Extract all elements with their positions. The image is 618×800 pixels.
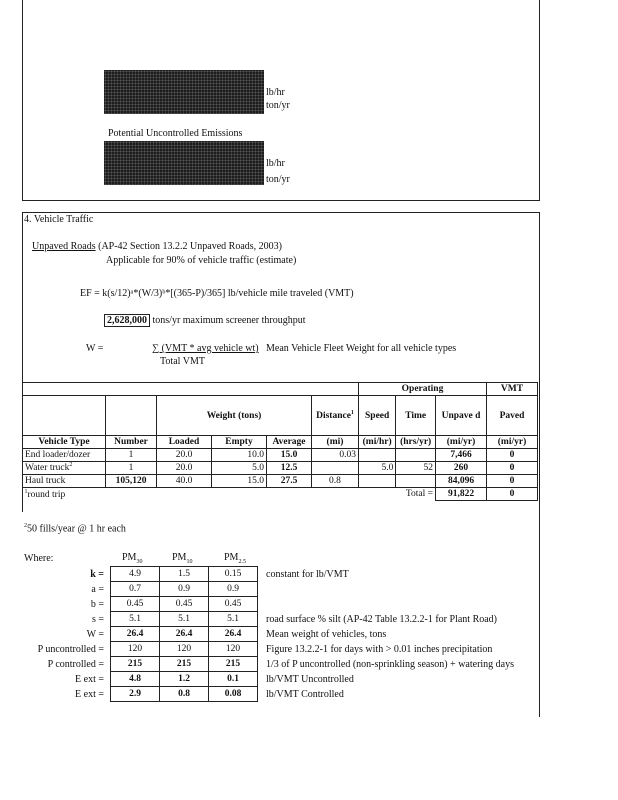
row2-loaded: 40.0 — [157, 475, 212, 488]
row0-average: 15.0 — [267, 449, 312, 462]
label-p-controlled: P controlled = — [47, 659, 104, 670]
unit-tonyr-1: ton/yr — [266, 100, 290, 111]
a-pm25: 0.9 — [209, 582, 258, 597]
unit-tonyr-2: ton/yr — [266, 174, 290, 185]
note2-text: 50 fills/year @ 1 hr each — [27, 523, 126, 535]
s-pm30: 5.1 — [111, 612, 160, 627]
applicable-note: Applicable for 90% of vehicle traffic (estimate) — [106, 255, 297, 266]
h-loaded: Loaded — [157, 436, 212, 449]
k-pm10: 1.5 — [160, 567, 209, 582]
k-pm25: 0.15 — [209, 567, 258, 582]
note1: round trip — [27, 489, 66, 500]
total-unpaved: 91,822 — [436, 488, 487, 501]
unit-lbhr-2: lb/hr — [266, 158, 285, 169]
frame-left — [22, 0, 23, 200]
h-blank-1 — [23, 396, 106, 436]
row2-type: Haul truck — [23, 475, 106, 488]
frame-top-2 — [22, 212, 540, 213]
redacted-block-1 — [104, 70, 264, 114]
ef-formula: EF = k(s/12)ᵃ*(W/3)ᵇ*[(365-P)/365] lb/vehicle mile traveled (VMT) — [80, 288, 354, 299]
row1-paved: 0 — [487, 462, 538, 475]
label-e-uncontrolled: E ext = — [75, 674, 104, 685]
where-label: Where: — [24, 553, 54, 564]
pcon-pm25: 215 — [209, 657, 258, 672]
u-paved: (mi/yr) — [487, 436, 538, 449]
punc-pm25: 120 — [209, 642, 258, 657]
table-corner — [23, 383, 359, 396]
frame-bottom-1 — [22, 200, 540, 201]
section-heading: 4. Vehicle Traffic — [24, 214, 94, 225]
h-distance: Distance$^1$ — [312, 396, 359, 436]
table-row — [23, 449, 538, 462]
row1-speed: 5.0 — [358, 462, 395, 475]
label-a: a = — [91, 584, 104, 595]
group-vmt: VMT — [487, 383, 538, 396]
econ-pm25: 0.08 — [209, 687, 258, 702]
desc-p-uncontrolled: Figure 13.2.2-1 for days with > 0.01 inches precipitation — [266, 644, 493, 655]
desc-w: Mean weight of vehicles, tons — [266, 629, 387, 640]
total-paved: 0 — [487, 488, 538, 501]
note1-cell: $^1$round trip — [24, 488, 66, 500]
w-pm30: 26.4 — [111, 627, 160, 642]
w-pm10: 26.4 — [160, 627, 209, 642]
w-pm25: 26.4 — [209, 627, 258, 642]
frame-right-2 — [539, 212, 540, 717]
row1-distance — [312, 462, 359, 475]
row0-number: 1 — [106, 449, 157, 462]
label-s: s = — [91, 614, 104, 625]
table-row — [23, 475, 538, 488]
group-operating: Operating — [358, 383, 486, 396]
unpaved-line — [32, 241, 282, 252]
eunc-pm30: 4.8 — [111, 672, 160, 687]
label-b: b = — [90, 599, 104, 610]
h-vehicle-type: Vehicle Type — [23, 436, 106, 449]
u-distance: (mi) — [312, 436, 359, 449]
row0-paved: 0 — [487, 449, 538, 462]
col-pm30: $PM_{30}$ — [122, 552, 143, 565]
param-row-k — [111, 567, 258, 582]
row1-average: 12.5 — [267, 462, 312, 475]
parameter-table — [110, 566, 258, 702]
u-speed: (mi/hr) — [358, 436, 395, 449]
param-row-b — [111, 597, 258, 612]
h-number: Number — [106, 436, 157, 449]
row1-time: 52 — [396, 462, 436, 475]
param-row-p-con — [111, 657, 258, 672]
row2-paved: 0 — [487, 475, 538, 488]
b-pm30: 0.45 — [111, 597, 160, 612]
h-distance-text: Distance — [316, 411, 351, 422]
label-p-uncontrolled: P uncontrolled = — [37, 644, 104, 655]
row2-unpaved: 84,096 — [436, 475, 487, 488]
row2-empty: 15.0 — [212, 475, 267, 488]
punc-pm10: 120 — [160, 642, 209, 657]
row1-loaded: 20.0 — [157, 462, 212, 475]
redacted-block-2 — [104, 141, 264, 185]
desc-p-controlled: 1/3 of P uncontrolled (non-sprinkling season) + watering days — [266, 659, 515, 670]
desc-s: road surface % silt (AP-42 Table 13.2.2-1 for Plant Road) — [266, 614, 498, 625]
h-weight: Weight (tons) — [157, 396, 312, 436]
eunc-pm10: 1.2 — [160, 672, 209, 687]
u-time: (hrs/yr) — [396, 436, 436, 449]
param-row-e-con — [111, 687, 258, 702]
desc-k: constant for lb/VMT — [266, 569, 349, 580]
row0-speed — [358, 449, 395, 462]
param-row-e-unc — [111, 672, 258, 687]
row0-time — [396, 449, 436, 462]
punc-pm30: 120 — [111, 642, 160, 657]
h-average: Average — [267, 436, 312, 449]
row1-type: Water truck$^2$ — [23, 462, 106, 475]
row1-number: 1 — [106, 462, 157, 475]
pcon-pm10: 215 — [160, 657, 209, 672]
row2-speed — [358, 475, 395, 488]
label-k: k = — [90, 569, 104, 580]
row2-time — [396, 475, 436, 488]
vehicle-table — [22, 382, 538, 501]
param-row-w — [111, 627, 258, 642]
row0-empty: 10.0 — [212, 449, 267, 462]
h-unpaved: Unpave d — [436, 396, 487, 436]
table-row — [23, 462, 538, 475]
s-pm10: 5.1 — [160, 612, 209, 627]
unpaved-label: Unpaved Roads — [32, 241, 96, 252]
row2-number: 105,120 — [106, 475, 157, 488]
a-pm10: 0.9 — [160, 582, 209, 597]
econ-pm10: 0.8 — [160, 687, 209, 702]
unpaved-ref: (AP-42 Section 13.2.2 Unpaved Roads, 2003) — [98, 241, 282, 252]
label-e-controlled: E ext = — [75, 689, 104, 700]
w-label: W = — [86, 343, 104, 354]
pcon-pm30: 215 — [111, 657, 160, 672]
throughput-text: tons/yr maximum screener throughput — [152, 315, 306, 326]
w-description: Mean Vehicle Fleet Weight for all vehicle types — [266, 343, 457, 354]
econ-pm30: 2.9 — [111, 687, 160, 702]
total-label: Total = — [405, 489, 433, 500]
row1-empty: 5.0 — [212, 462, 267, 475]
label-w: W = — [86, 629, 104, 640]
unit-lbhr-1: lb/hr — [266, 87, 285, 98]
note2: $^2$50 fills/year @ 1 hr each — [24, 523, 126, 535]
param-row-s — [111, 612, 258, 627]
row1-unpaved: 260 — [436, 462, 487, 475]
eunc-pm25: 0.1 — [209, 672, 258, 687]
h-speed: Speed — [358, 396, 395, 436]
frame-right — [539, 0, 540, 200]
row0-distance: 0.03 — [312, 449, 359, 462]
throughput-line — [104, 315, 306, 326]
h-time: Time — [396, 396, 436, 436]
row2-distance: 0.8 — [312, 475, 359, 488]
a-pm30: 0.7 — [111, 582, 160, 597]
u-unpaved: (mi/yr) — [436, 436, 487, 449]
desc-e-uncontrolled: lb/VMT Uncontrolled — [266, 674, 354, 685]
k-pm30: 4.9 — [111, 567, 160, 582]
w-numerator: ∑ (VMT * avg vehicle wt) — [152, 343, 259, 354]
row0-unpaved: 7,466 — [436, 449, 487, 462]
desc-e-controlled: lb/VMT Controlled — [266, 689, 344, 700]
row1-type-text: Water truck — [25, 463, 70, 474]
col-pm25: $PM_{2.5}$ — [224, 552, 246, 565]
total-row — [23, 488, 538, 501]
row0-type: End loader/dozer — [23, 449, 106, 462]
s-pm25: 5.1 — [209, 612, 258, 627]
potential-uncontrolled-label: Potential Uncontrolled Emissions — [108, 128, 243, 139]
b-pm10: 0.45 — [160, 597, 209, 612]
w-denominator: Total VMT — [160, 356, 205, 367]
row0-loaded: 20.0 — [157, 449, 212, 462]
h-paved: Paved — [487, 396, 538, 436]
h-empty: Empty — [212, 436, 267, 449]
col-pm10: $PM_{10}$ — [172, 552, 193, 565]
param-row-a — [111, 582, 258, 597]
b-pm25: 0.45 — [209, 597, 258, 612]
h-blank-2 — [106, 396, 157, 436]
row2-average: 27.5 — [267, 475, 312, 488]
param-row-p-unc — [111, 642, 258, 657]
throughput-value: 2,628,000 — [104, 314, 150, 327]
